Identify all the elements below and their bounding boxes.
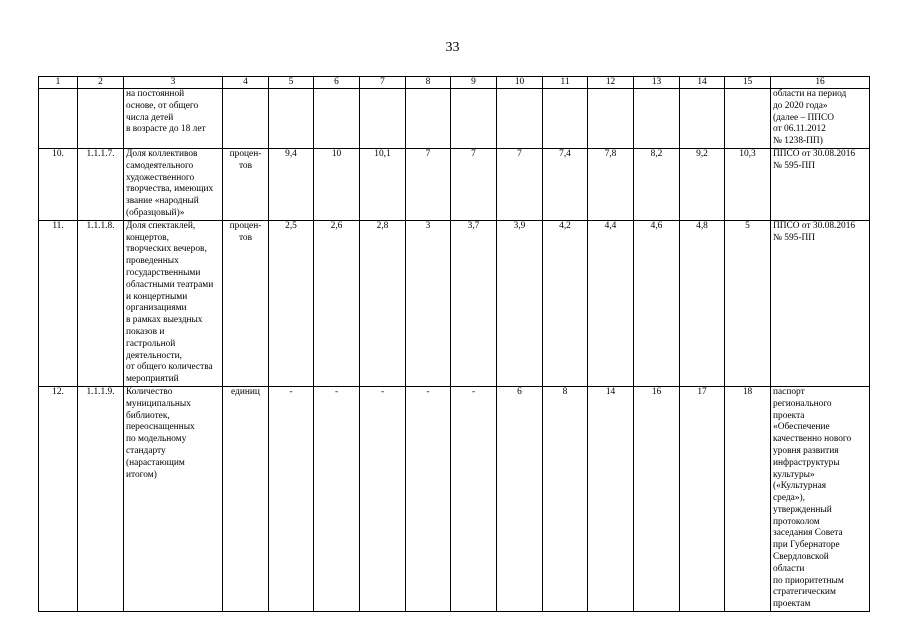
indicator-code-cell [78,89,124,149]
value-cell: 7,8 [588,148,634,220]
value-cell: 10,1 [360,148,406,220]
indicator-code-cell: 1.1.1.9. [78,386,124,611]
source-cell: паспорт регионального проекта «Обеспечение качественно нового уровня развития инфраструктуры культуры» («Культурная среда»), утвержденный протоколом заседания Совета при Губернаторе Свердловской области по приоритетным стратегическим проектам [771,386,870,611]
indicators-table [38,76,870,612]
value-cell: - [269,386,314,611]
value-cell: 4,2 [543,220,588,386]
value-cell: 4,6 [634,220,680,386]
value-cell: 3 [406,220,451,386]
column-number-cell: 6 [314,77,360,89]
value-cell [314,89,360,149]
column-number-cell: 10 [497,77,543,89]
indicator-code-cell: 1.1.1.8. [78,220,124,386]
value-cell: 17 [680,386,725,611]
table-row [39,89,870,149]
value-cell [588,89,634,149]
indicator-name-cell: Количество муниципальных библиотек, переоснащенных по модельному стандарту (нарастающим итогом) [124,386,223,611]
value-cell: 7 [406,148,451,220]
column-number-cell: 11 [543,77,588,89]
value-cell: 10 [314,148,360,220]
value-cell: 7 [497,148,543,220]
page-number: 33 [445,40,460,55]
column-number-cell: 15 [725,77,771,89]
value-cell: 7,4 [543,148,588,220]
indicator-name-cell: на постоянной основе, от общего числа детей в возрасте до 18 лет [124,89,223,149]
table-row [39,220,870,386]
value-cell: 9,2 [680,148,725,220]
value-cell: - [314,386,360,611]
value-cell: - [406,386,451,611]
value-cell: 4,4 [588,220,634,386]
source-cell: ППСО от 30.08.2016 № 595-ПП [771,148,870,220]
value-cell [543,89,588,149]
column-number-cell: 4 [223,77,269,89]
value-cell: 18 [725,386,771,611]
column-number-cell: 9 [451,77,497,89]
value-cell: 5 [725,220,771,386]
column-number-cell: 12 [588,77,634,89]
column-number-cell: 8 [406,77,451,89]
column-number-cell: 2 [78,77,124,89]
row-number-cell [39,89,78,149]
row-number-cell: 11. [39,220,78,386]
source-cell: ППСО от 30.08.2016 № 595-ПП [771,220,870,386]
column-number-cell: 5 [269,77,314,89]
table-row [39,386,870,611]
source-cell: области на период до 2020 года» (далее – ППСО от 06.11.2012 № 1238-ПП) [771,89,870,149]
value-cell: 3,7 [451,220,497,386]
value-cell [634,89,680,149]
value-cell: - [451,386,497,611]
value-cell [360,89,406,149]
value-cell: 6 [497,386,543,611]
indicator-name-cell: Доля спектаклей, концертов, творческих вечеров, проведенных государственными областными театрами и концертными организациями в рамках выездных показов и гастрольной деятельности, от общего количества мероприятий [124,220,223,386]
column-number-row [39,77,870,89]
value-cell: 2,8 [360,220,406,386]
unit-cell: процен- тов [223,148,269,220]
row-number-cell: 12. [39,386,78,611]
table-body [39,77,870,612]
value-cell: 2,5 [269,220,314,386]
unit-cell [223,89,269,149]
column-number-cell: 7 [360,77,406,89]
value-cell [725,89,771,149]
value-cell [269,89,314,149]
value-cell [406,89,451,149]
value-cell: 4,8 [680,220,725,386]
value-cell: 9,4 [269,148,314,220]
value-cell: 8 [543,386,588,611]
column-number-cell: 13 [634,77,680,89]
value-cell: 7 [451,148,497,220]
value-cell: 10,3 [725,148,771,220]
row-number-cell: 10. [39,148,78,220]
unit-cell: процен- тов [223,220,269,386]
column-number-cell: 1 [39,77,78,89]
table-row [39,148,870,220]
value-cell: 16 [634,386,680,611]
unit-cell: единиц [223,386,269,611]
indicator-name-cell: Доля коллективов самодеятельного художественного творчества, имеющих звание «народный (образцовый)» [124,148,223,220]
value-cell: 2,6 [314,220,360,386]
indicator-code-cell: 1.1.1.7. [78,148,124,220]
value-cell [451,89,497,149]
value-cell [680,89,725,149]
value-cell [497,89,543,149]
column-number-cell: 14 [680,77,725,89]
value-cell: 8,2 [634,148,680,220]
value-cell: 14 [588,386,634,611]
value-cell: 3,9 [497,220,543,386]
value-cell: - [360,386,406,611]
column-number-cell: 3 [124,77,223,89]
column-number-cell: 16 [771,77,870,89]
